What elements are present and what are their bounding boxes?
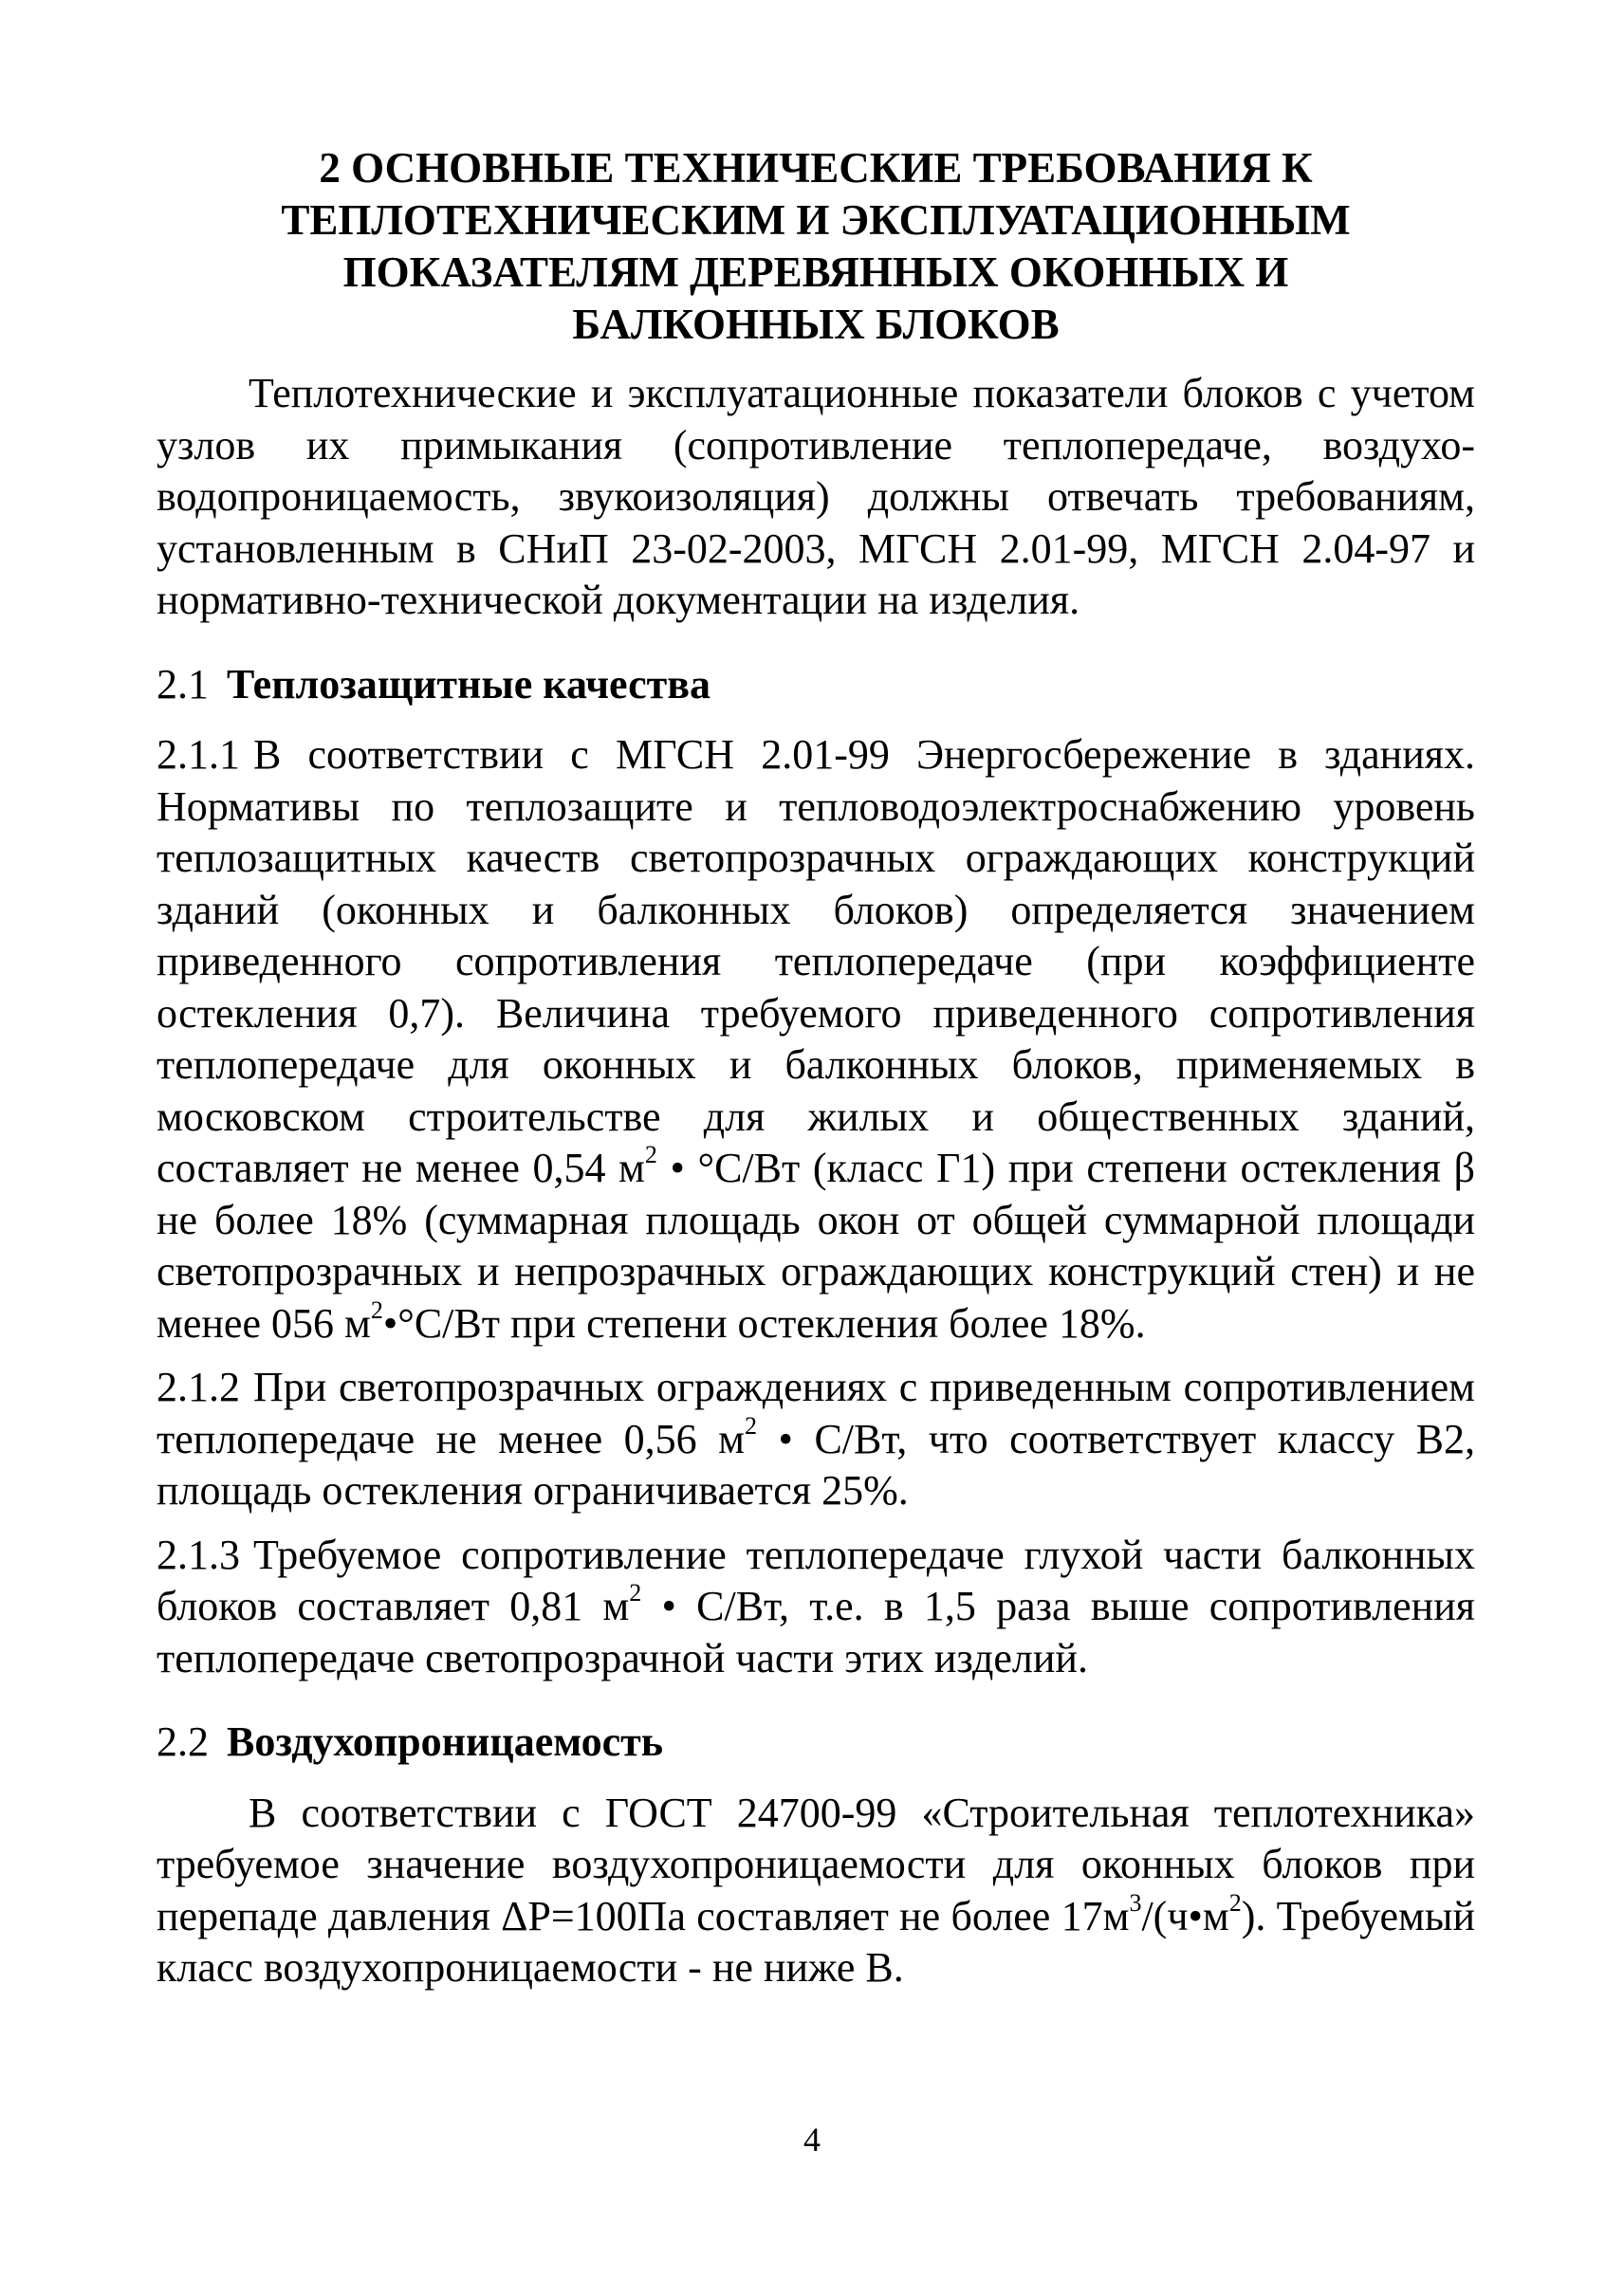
clause-text-b: • С/Вт, что соответствует классу В2, площадь остекления ограничивается 25%.: [157, 1415, 1475, 1514]
paragraph-2-2: [157, 1788, 1475, 1994]
clause-number: 2.1.3: [157, 1531, 240, 1578]
heading-line-1: 2 ОСНОВНЫЕ ТЕХНИЧЕСКИЕ ТРЕБОВАНИЯ К: [319, 144, 1313, 192]
clause-2-1-3: [157, 1530, 1475, 1685]
heading-line-3: ПОКАЗАТЕЛЯМ ДЕРЕВЯННЫХ ОКОННЫХ И: [342, 248, 1289, 296]
section-heading: [157, 142, 1475, 351]
document-page: [157, 142, 1475, 1994]
clause-text-a: При светопрозрачных ограждениях с приведенным сопротивлением теплопередаче не менее 0,56 м: [157, 1364, 1475, 1462]
heading-line-2: ТЕПЛОТЕХНИЧЕСКИМ И ЭКСПЛУАТАЦИОННЫМ: [281, 196, 1351, 244]
clause-text-b: • С/Вт, т.е. в 1,5 раза выше сопротивления теплопередаче светопрозрачной части этих изделий.: [157, 1583, 1475, 1681]
clause-text-c: •°С/Вт при степени остекления более 18%.: [382, 1299, 1146, 1347]
paragraph-text-b: /(ч•м: [1141, 1892, 1229, 1939]
intro-paragraph: Теплотехнические и эксплуатационные показатели блоков с учетом узлов их примыкания (сопротивление теплопередаче, воздухо-водопроницаемость, звукоизоляция) должны отвечать требованиям, установленным в СНиП 23-02-2003, МГСН 2.01-99, МГСН 2.04-97 и нормативно-технической документации на изделия.: [157, 370, 1475, 623]
heading-line-4: БАЛКОННЫХ БЛОКОВ: [572, 301, 1060, 348]
superscript: 2: [629, 1579, 642, 1607]
clause-text-a: Требуемое сопротивление теплопередаче глухой части балконных блоков составляет 0,81 м: [157, 1531, 1475, 1629]
superscript: 3: [1129, 1888, 1142, 1917]
clause-2-1-2: [157, 1362, 1475, 1517]
paragraph-text-a: В соответствии с ГОСТ 24700-99 «Строительная теплотехника» требуемое значение воздухопроницаемости для оконных блоков при перепаде давления ΔР=100Па составляет не более 17м: [157, 1789, 1475, 1939]
subsection-title: Теплозащитные качества: [227, 660, 710, 707]
subsection-2-2-title: [157, 1717, 1475, 1769]
subsection-number: 2.2: [157, 1718, 209, 1765]
clause-text-b: • °С/Вт (класс Г1) при степени остекления β не более 18% (суммарная площадь окон от общей суммарной площади светопрозрачных и непрозрачных ограждающих конструкций стен) и не менее 056 м: [157, 1145, 1475, 1347]
superscript: 2: [370, 1295, 383, 1324]
superscript: 2: [1228, 1888, 1242, 1917]
clause-number: 2.1.2: [157, 1364, 240, 1410]
superscript: 2: [745, 1411, 758, 1440]
page-number: 4: [803, 2121, 821, 2158]
paragraph-text-c: ). Требуемый класс воздухопроницаемости - не ниже В.: [157, 1892, 1475, 1991]
subsection-2-1-title: [157, 659, 1475, 711]
subsection-title: Воздухопроницаемость: [227, 1718, 664, 1765]
clause-number: 2.1.1: [157, 731, 240, 778]
clause-text-a: В соответствии с МГСН 2.01-99 Энергосбережение в зданиях. Нормативы по теплозащите и тепловодоэлектроснабжению уровень теплозащитных качеств светопрозрачных ограждающих конструкций зданий (оконных и балконных блоков) определяется значением приведенного сопротивления теплопередаче (при коэффициенте остекления 0,7). Величина требуемого приведенного сопротивления теплопередаче для оконных и балконных блоков, применяемых в московском строительстве для жилых и общественных зданий, составляет не менее 0,54 м: [157, 731, 1475, 1191]
subsection-number: 2.1: [157, 660, 209, 707]
clause-2-1-1: [157, 729, 1475, 1350]
superscript: 2: [644, 1141, 657, 1169]
